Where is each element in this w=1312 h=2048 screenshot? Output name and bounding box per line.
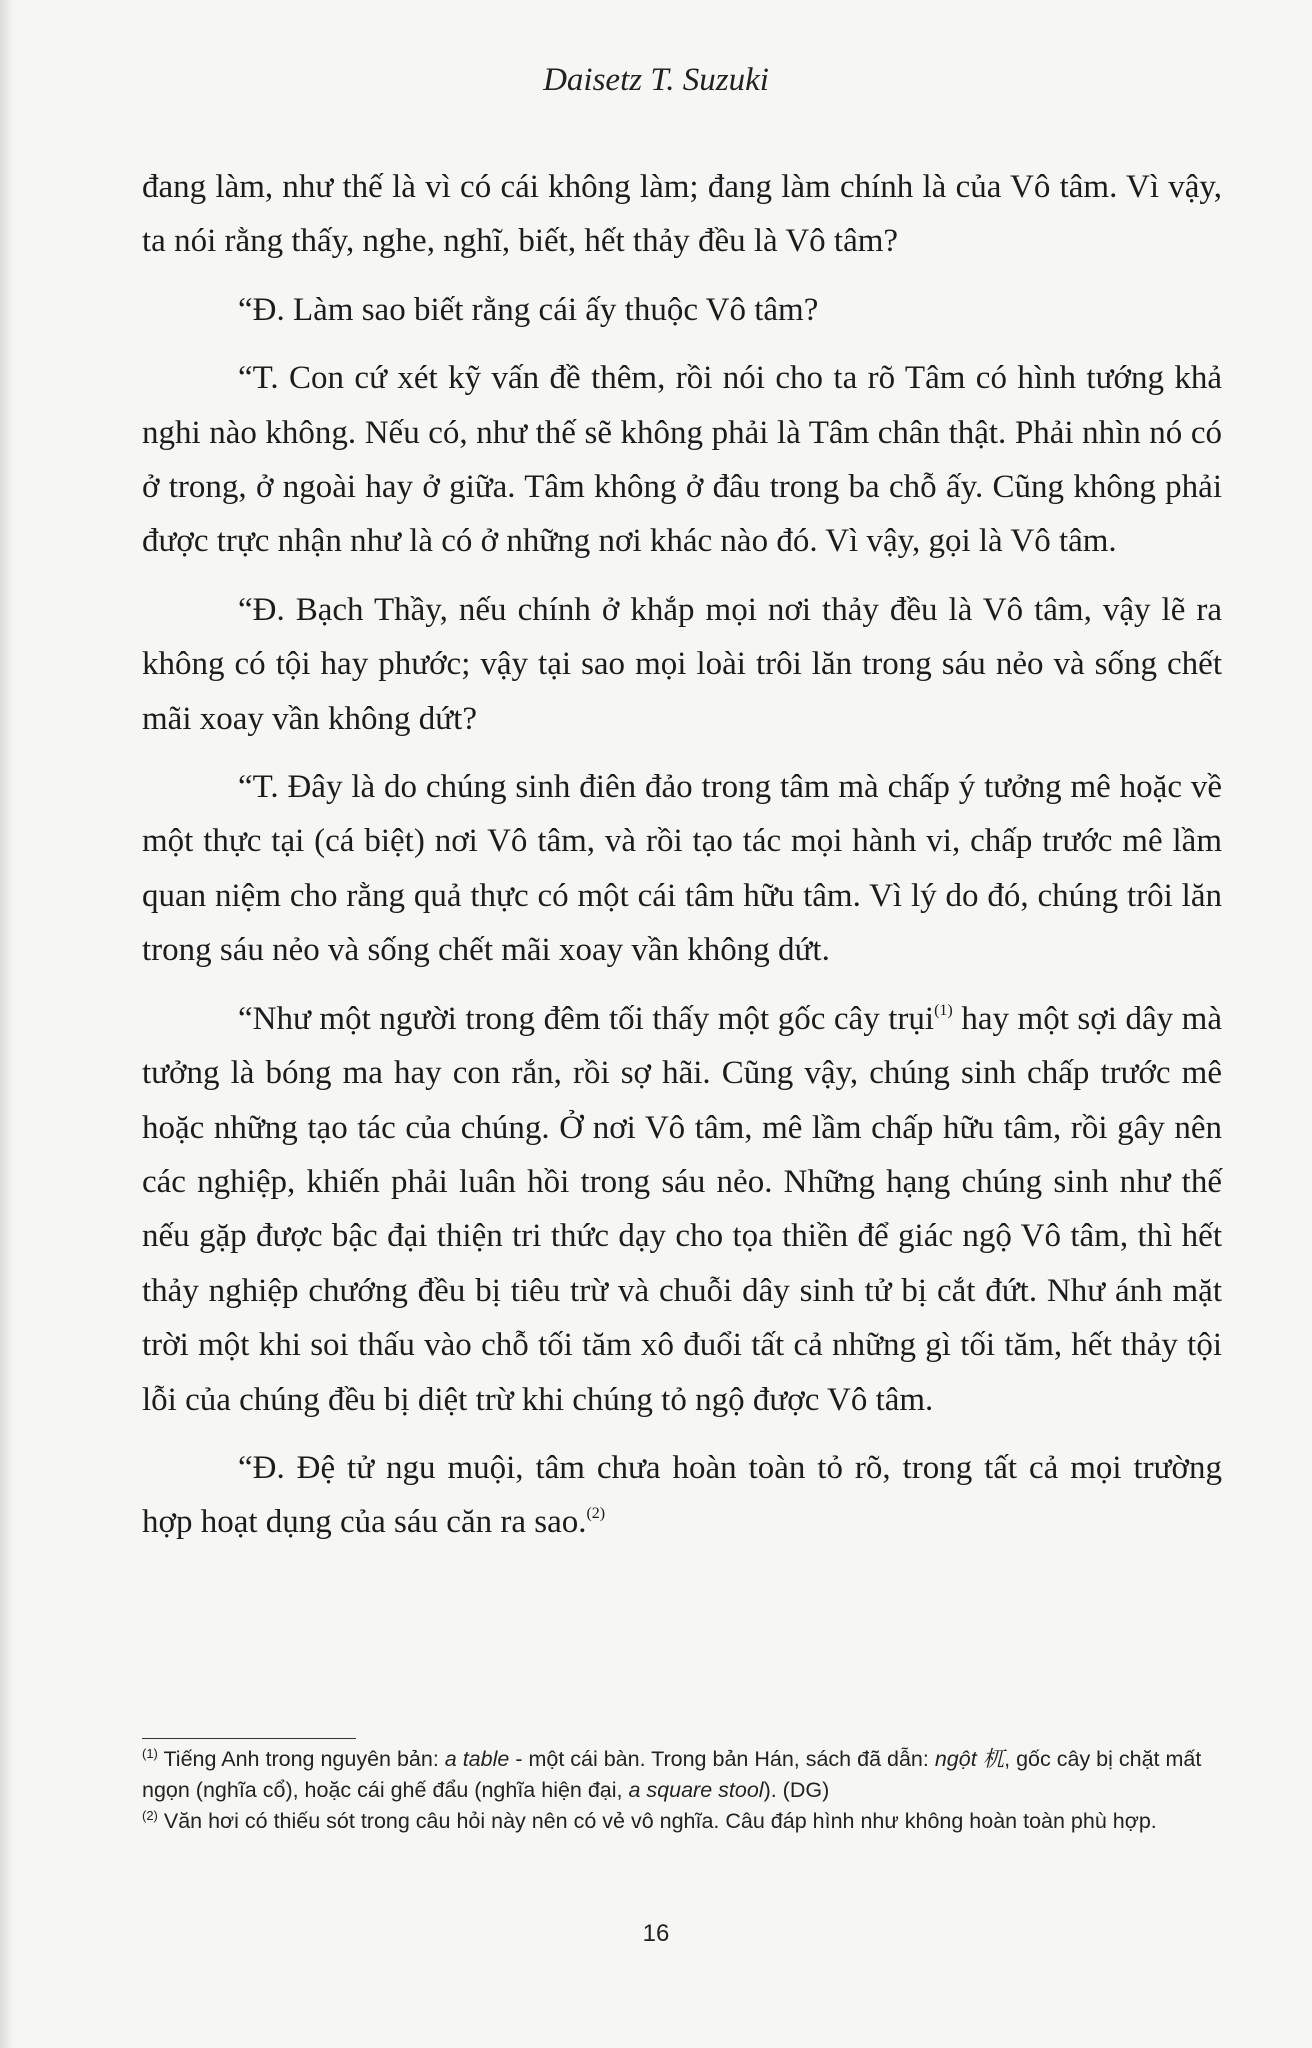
footnote-divider bbox=[142, 1738, 356, 1739]
footnote-1-italic-b: ngột 杌 bbox=[934, 1747, 1005, 1771]
footnote-1-text-a: Tiếng Anh trong nguyên bản: bbox=[157, 1747, 445, 1771]
footnote-1-mark: (1) bbox=[142, 1746, 158, 1761]
footnote-1-text-b: - một cái bàn. Trong bản Hán, sách đã dẫn: bbox=[509, 1747, 935, 1771]
paragraph-1: đang làm, như thế là vì có cái không làm; đang làm chính là của Vô tâm. Vì vậy, ta nói rằng thấy, nghe, nghĩ, biết, hết thảy đều là Vô tâm? bbox=[142, 169, 1222, 260]
page-gutter-shadow bbox=[0, 0, 14, 2048]
footnote-2-text: Văn hơi có thiếu sót trong câu hỏi này nên có vẻ vô nghĩa. Câu đáp hình như không hoàn toàn phù hợp. bbox=[157, 1809, 1157, 1833]
footnote-1-text-c: , gốc cây bị chặt mất ngọn (nghĩa cổ), hoặc cái ghế đẩu (nghĩa hiện đại, bbox=[142, 1747, 1202, 1802]
page-number: 16 bbox=[642, 1920, 670, 1947]
body-text bbox=[142, 160, 1222, 1564]
footnote-1-italic-c: a square stool bbox=[628, 1778, 764, 1802]
paragraph-7 bbox=[142, 1441, 1222, 1550]
paragraph-6 bbox=[142, 992, 1222, 1427]
footnote-1-text-d: ). (DG) bbox=[763, 1778, 830, 1802]
paragraph-5: “T. Đây là do chúng sinh điên đảo trong tâm mà chấp ý tưởng mê hoặc về một thực tại (cá biệt) nơi Vô tâm, và rồi tạo tác mọi hành vi, chấp trước mê lầm quan niệm cho rằng quả thực có một cái tâm hữu tâm. Vì lý do đó, chúng trôi lăn trong sáu nẻo và sống chết mãi xoay vần không dứt. bbox=[142, 769, 1222, 969]
footnote-ref-1: (1) bbox=[934, 1001, 953, 1019]
paragraph-7-text: “Đ. Đệ tử ngu muội, tâm chưa hoàn toàn tỏ rõ, trong tất cả mọi trường hợp hoạt dụng của sáu căn ra sao. bbox=[142, 1449, 1222, 1541]
footnote-ref-2: (2) bbox=[586, 1505, 606, 1523]
footnote-2 bbox=[142, 1806, 1222, 1837]
paragraph-6-part-2: hay một sợi dây mà tưởng là bóng ma hay con rắn, rồi sợ hãi. Cũng vậy, chúng sinh chấp trước mê hoặc những tạo tác của chúng. Ở nơi Vô tâm, mê lầm chấp hữu tâm, rồi gây nên các nghiệp, khiến phải luân hồi trong sáu nẻo. Những hạng chúng sinh như thế nếu gặp được bậc đại thiện tri thức dạy cho tọa thiền để giác ngộ Vô tâm, thì hết thảy nghiệp chướng đều bị tiêu trừ và chuỗi dây sinh tử bị cắt đứt. Như ánh mặt trời một khi soi thấu vào chỗ tối tăm xô đuổi tất cả những gì tối tăm, hết thảy tội lỗi của chúng đều bị diệt trừ khi chúng tỏ ngộ được Vô tâm. bbox=[142, 1000, 1222, 1418]
footnote-1-italic-a: a table bbox=[444, 1747, 510, 1771]
paragraph-6-part-1: “Như một người trong đêm tối thấy một gốc cây trụi bbox=[238, 1000, 935, 1037]
running-header: Daisetz T. Suzuki bbox=[543, 62, 769, 98]
footnote-2-mark: (2) bbox=[142, 1808, 158, 1823]
paragraph-2: “Đ. Làm sao biết rằng cái ấy thuộc Vô tâm? bbox=[238, 291, 819, 328]
footnote-1 bbox=[142, 1744, 1222, 1806]
paragraph-3: “T. Con cứ xét kỹ vấn đề thêm, rồi nói cho ta rõ Tâm có hình tướng khả nghi nào không. Nếu có, như thế sẽ không phải là Tâm chân thật. Phải nhìn nó có ở trong, ở ngoài hay ở giữa. Tâm không ở đâu trong ba chỗ ấy. Cũng không phải được trực nhận như là có ở những nơi khác nào đó. Vì vậy, gọi là Vô tâm. bbox=[142, 360, 1222, 560]
paragraph-4: “Đ. Bạch Thầy, nếu chính ở khắp mọi nơi thảy đều là Vô tâm, vậy lẽ ra không có tội hay phước; vậy tại sao mọi loài trôi lăn trong sáu nẻo và sống chết mãi xoay vần không dứt? bbox=[142, 591, 1222, 737]
footnotes bbox=[142, 1744, 1222, 1837]
